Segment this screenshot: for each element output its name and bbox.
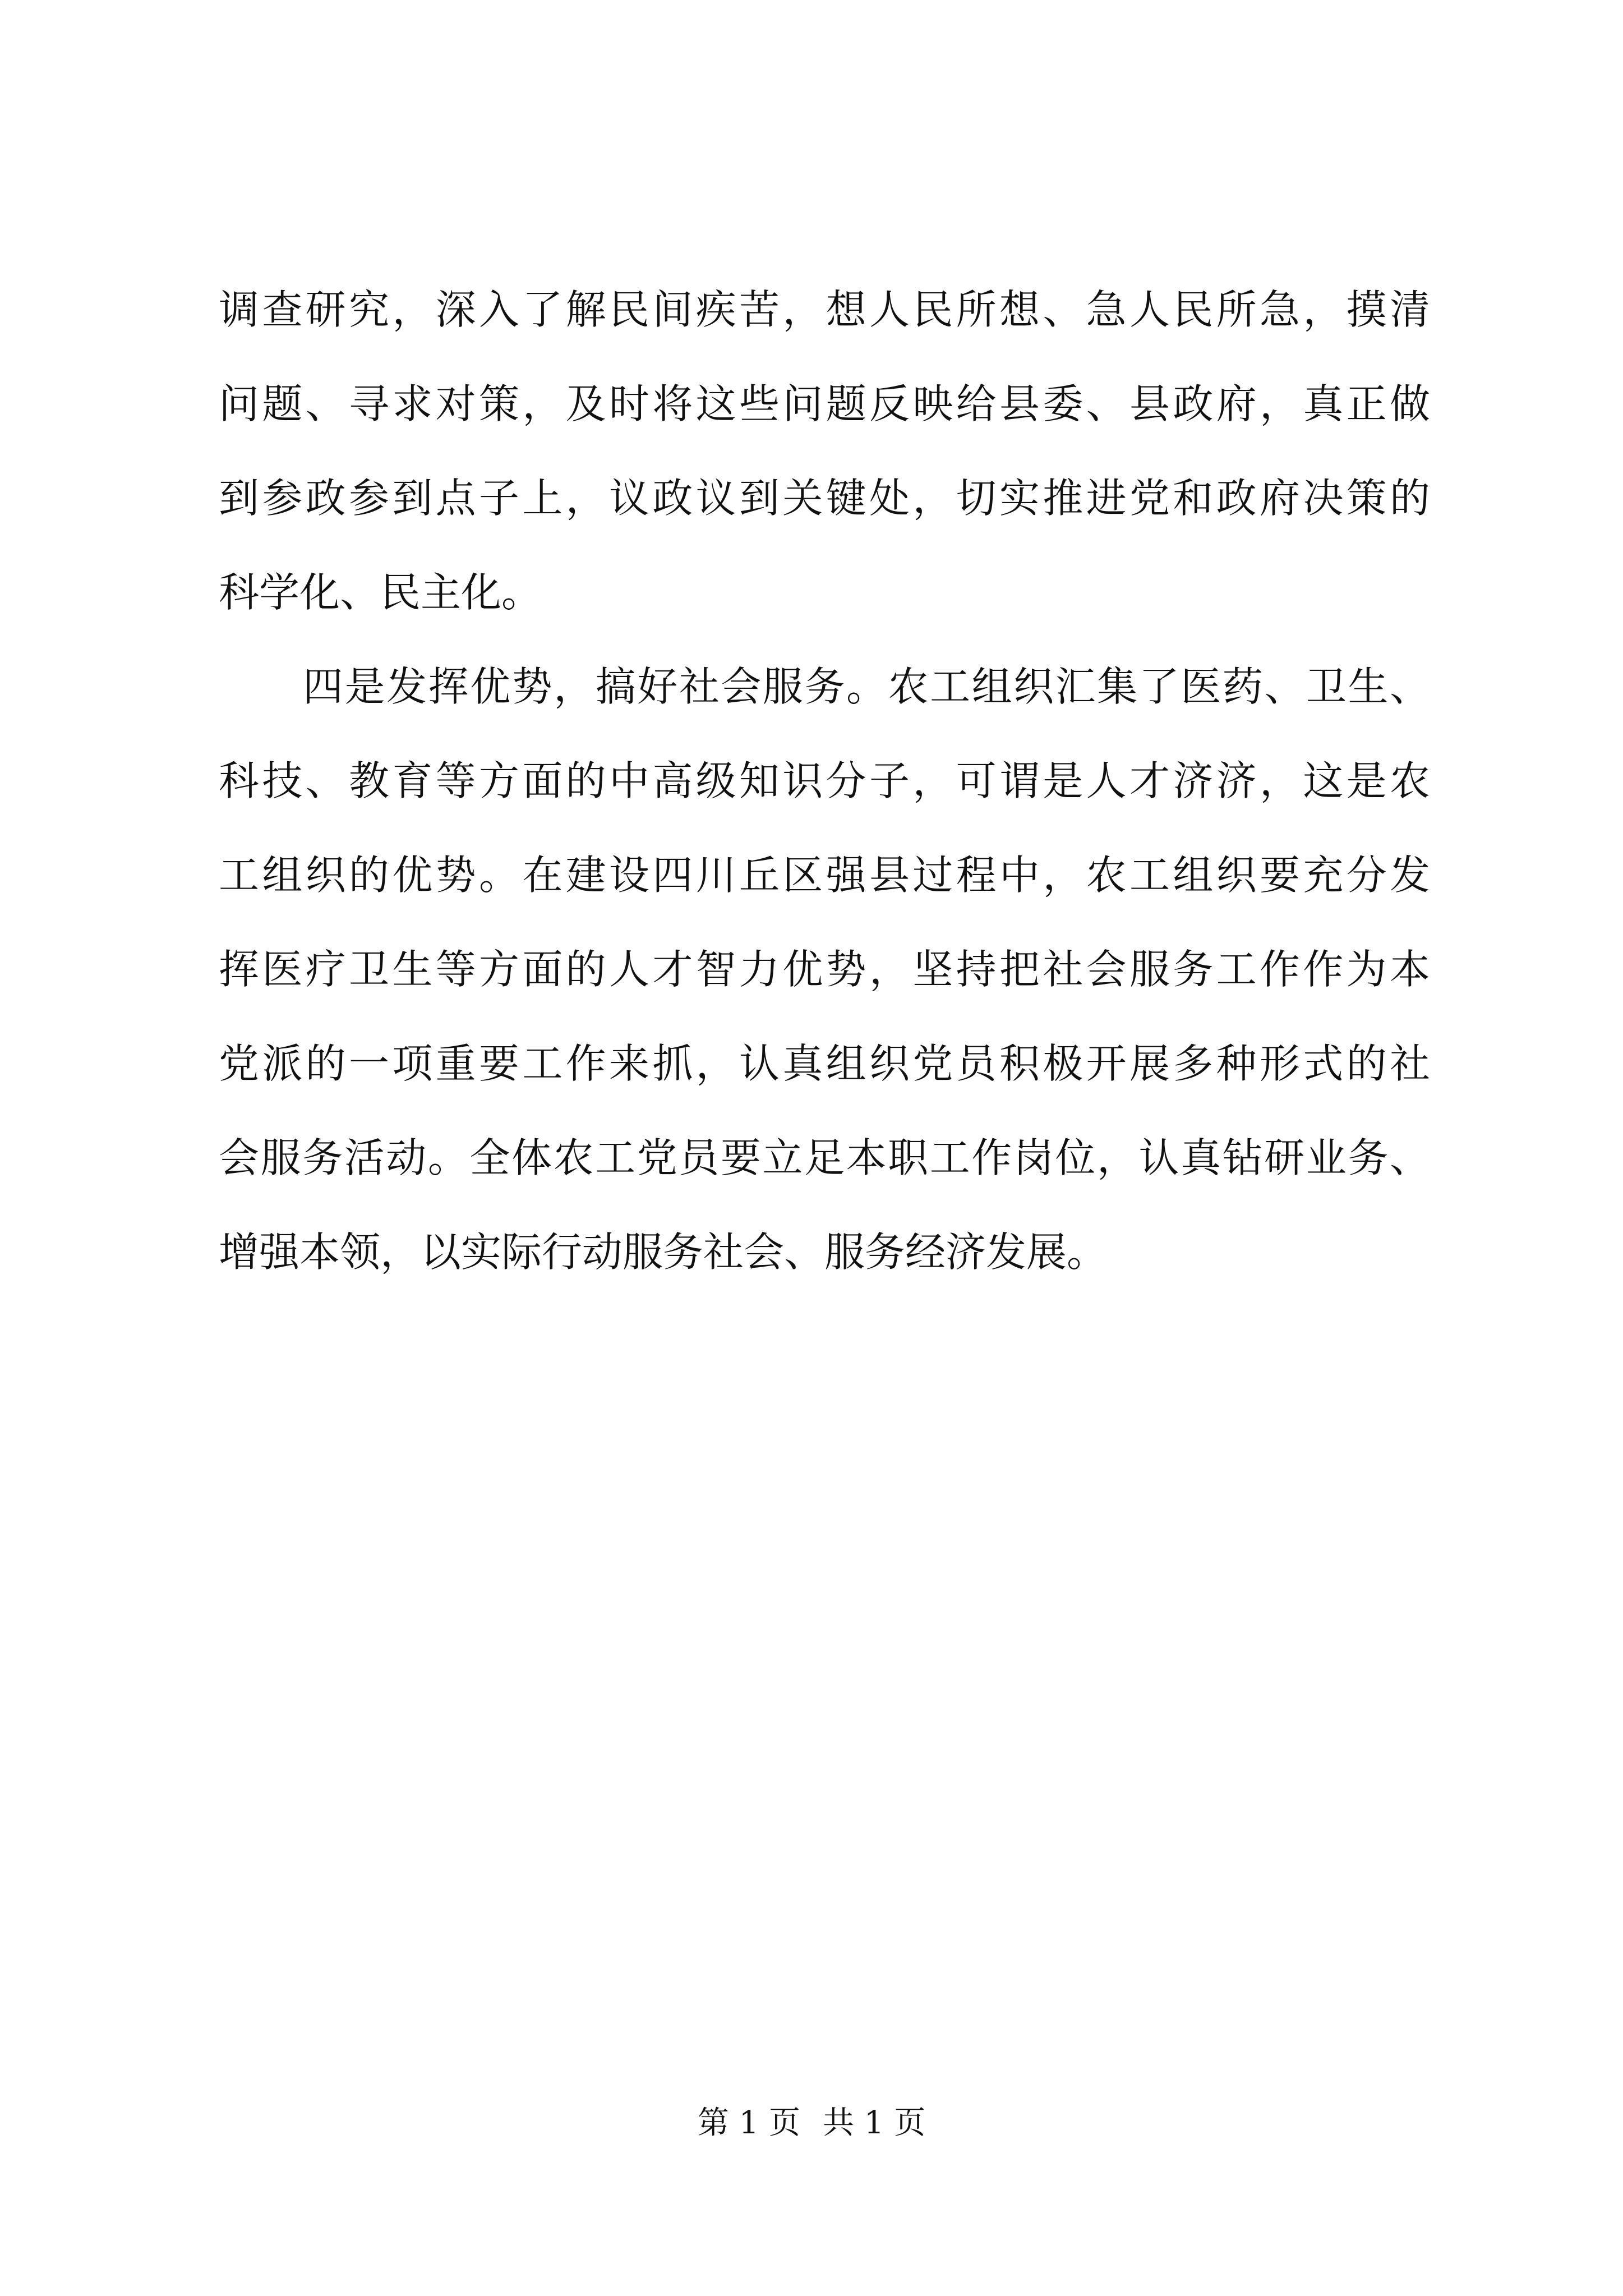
paragraph-1-line-4: 科学化、民主化。 [219, 569, 542, 616]
paragraph-2-line-2: 科技、教育等方面的中高级知识分子，可谓是人才济济，这是农 [219, 757, 1430, 804]
paragraph-1-line-1: 调查研究，深入了解民间疾苦，想人民所想、急人民所急，摸清 [219, 286, 1430, 333]
paragraph-1-line-2: 问题、寻求对策，及时将这些问题反映给县委、县政府，真正做 [219, 380, 1430, 427]
paragraph-2-line-1: 四是发挥优势，搞好社会服务。农工组织汇集了医药、卫生、 [303, 663, 1430, 710]
paragraph-2-line-5: 党派的一项重要工作来抓，认真组织党员积极开展多种形式的社 [219, 1040, 1430, 1087]
document-body [219, 263, 1430, 1299]
paragraph-1-line-3: 到参政参到点子上，议政议到关键处，切实推进党和政府决策的 [219, 475, 1430, 522]
paragraph-2-line-7: 增强本领，以实际行动服务社会、服务经济发展。 [219, 1228, 1108, 1276]
page-footer [0, 2101, 1623, 2146]
page-total: 共 1 页 [823, 2105, 926, 2141]
page-number: 第 1 页 [697, 2105, 800, 2141]
paragraph-2-line-6: 会服务活动。全体农工党员要立足本职工作岗位，认真钻研业务、 [219, 1134, 1430, 1181]
paragraph-2-line-4: 挥医疗卫生等方面的人才智力优势，坚持把社会服务工作作为本 [219, 946, 1430, 993]
paragraph-2-line-3: 工组织的优势。在建设四川丘区强县过程中，农工组织要充分发 [219, 852, 1430, 899]
